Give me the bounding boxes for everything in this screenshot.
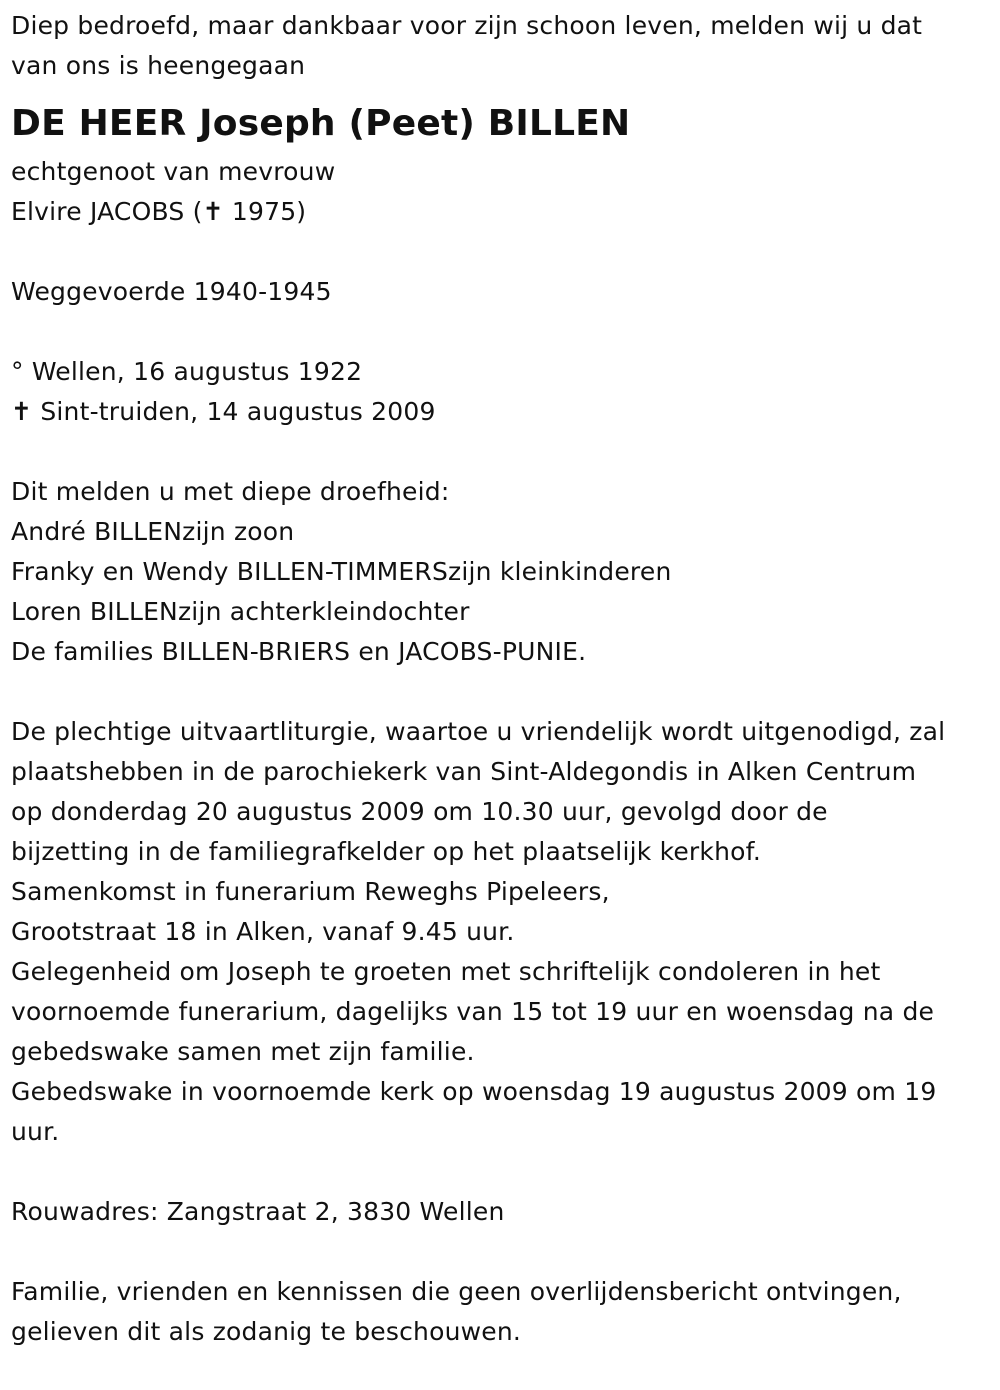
ceremony-line: De plechtige uitvaartliturgie, waartoe u vriendelijk wordt uitgenodigd, zal [11, 717, 946, 746]
spouse-section [11, 152, 991, 232]
closing-line: Familie, vrienden en kennissen die geen overlijdensbericht ontvingen, [11, 1277, 902, 1306]
intro-line-2: van ons is heengegaan [11, 51, 306, 80]
mourning-address: Rouwadres: Zangstraat 2, 3830 Wellen [11, 1197, 505, 1226]
ceremony-line: gebedswake samen met zijn familie. [11, 1037, 475, 1066]
birth-line: ° Wellen, 16 augustus 1922 [11, 357, 363, 386]
ceremony-line: bijzetting in de familiegrafkelder op het plaatselijk kerkhof. [11, 837, 761, 866]
family-member-line: Loren BILLENzijn achterkleindochter [11, 597, 470, 626]
family-member-line: Franky en Wendy BILLEN-TIMMERSzijn kleinkinderen [11, 557, 672, 586]
ceremony-line: Gelegenheid om Joseph te groeten met schriftelijk condoleren in het [11, 957, 881, 986]
death-line [11, 392, 991, 432]
deceased-name: DE HEER Joseph (Peet) BILLEN [11, 103, 631, 144]
ceremony-line: Grootstraat 18 in Alken, vanaf 9.45 uur. [11, 917, 515, 946]
closing-line: gelieven dit als zodanig te beschouwen. [11, 1317, 522, 1346]
announcement-heading: Dit melden u met diepe droefheid: [11, 477, 450, 506]
spouse-relation: echtgenoot van mevrouw [11, 157, 336, 186]
death-place-date: Sint-truiden, 14 augustus 2009 [40, 397, 436, 426]
intro-line-1: Diep bedroefd, maar dankbaar voor zijn schoon leven, melden wij u dat [11, 11, 923, 40]
cross-icon: ✝ [11, 397, 33, 426]
obituary-notice [11, 6, 991, 1352]
ceremony-section [11, 712, 991, 1152]
closing-section [11, 1272, 991, 1352]
announcement-section [11, 472, 991, 672]
cross-icon: ✝ [202, 197, 224, 226]
spouse-death-year: 1975) [231, 197, 307, 226]
spouse-name: Elvire JACOBS ( [11, 197, 203, 226]
deportee-note: Weggevoerde 1940-1945 [11, 277, 332, 306]
ceremony-line: plaatshebben in de parochiekerk van Sint-Aldegondis in Alken Centrum [11, 757, 917, 786]
spouse-line [11, 192, 991, 232]
family-member-line: André BILLENzijn zoon [11, 517, 295, 546]
intro-section [11, 6, 991, 86]
ceremony-line: Gebedswake in voornoemde kerk op woensdag 19 augustus 2009 om 19 [11, 1077, 937, 1106]
ceremony-line: voornoemde funerarium, dagelijks van 15 tot 19 uur en woensdag na de [11, 997, 935, 1026]
ceremony-line: op donderdag 20 augustus 2009 om 10.30 uur, gevolgd door de [11, 797, 828, 826]
ceremony-line: uur. [11, 1117, 60, 1146]
ceremony-line: Samenkomst in funerarium Reweghs Pipeleers, [11, 877, 610, 906]
family-member-line: De families BILLEN-BRIERS en JACOBS-PUNIE. [11, 637, 587, 666]
life-dates [11, 352, 991, 432]
